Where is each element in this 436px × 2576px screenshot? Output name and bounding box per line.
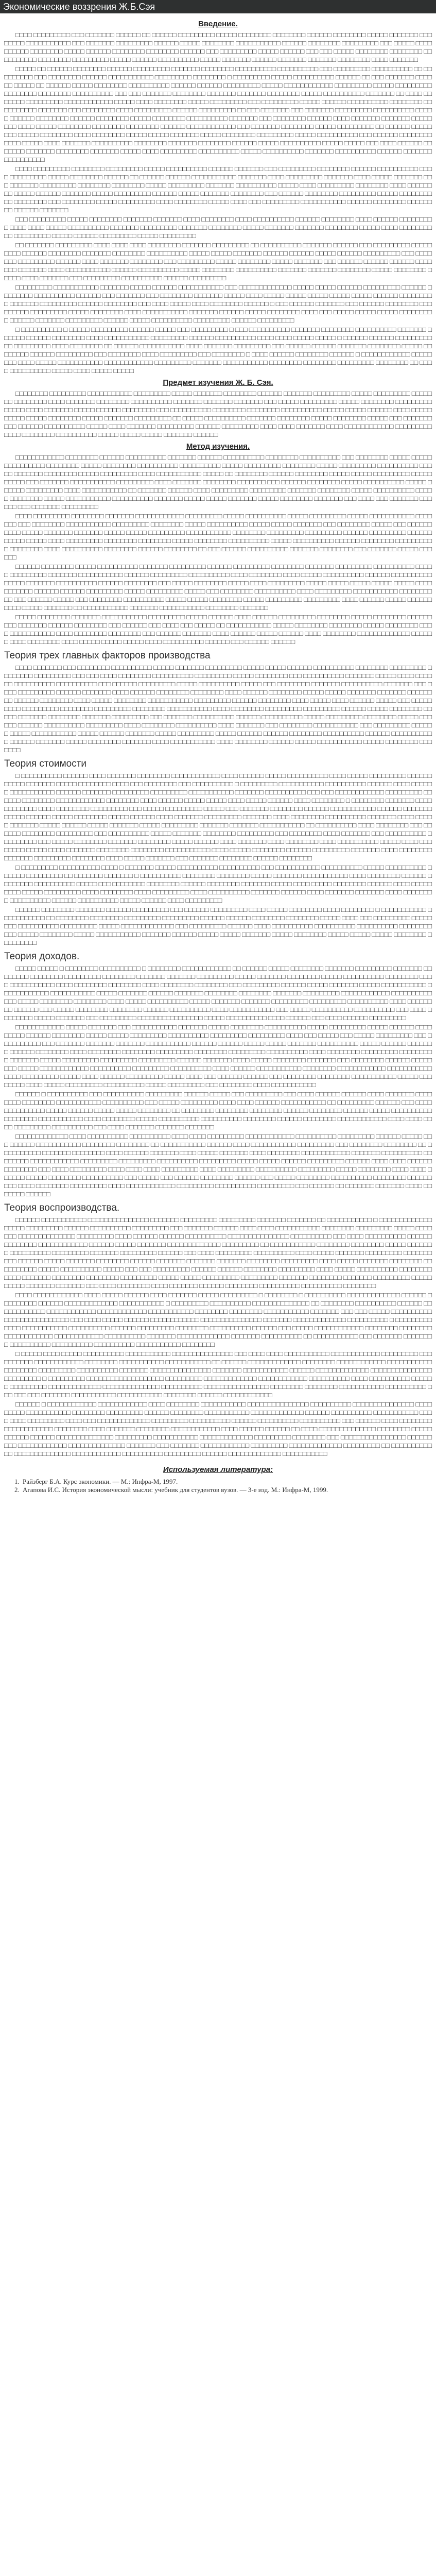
references-list <box>4 1478 432 1494</box>
section-heading-text: Предмет изучения Ж. Б. Сэя. <box>163 378 273 387</box>
paragraph: □ □□□□□□□□□□ □ □□□□□ □□□□□□□□□ □□□□□□ □□□□□ □□□ □□□□□□□□□ □ □□□ □□□□□□□□□□ □□□□□□□ □□□□□□□□ □□□□□□□□□□ □□□□□□□ □□□□□□ □□□□□□ □□□□□□□□ □□□□ □□□□□□□□□□□ □□□□□□□□□ □□□□□□ □□□□□□□□□□ □□□□ □□□□ □□□□□ □□□□□ □ □□□□□□ □□□□□□ □□□□□□□□□□□ □□□□□□□□□ □□□□ □□□□□□□□ □□ □□□□□□ □□□□□□□□□□□ □□□□ □□□□□□□ □□□□□□□□□ □□□ □□□□□□ □□□□□□ □□□□□□□ □□□□□□□□ □□□□□ □□□□□□□□ □□□□□□ □□□□□□□□□ □□□ □□□□□□□□ □□□□ □□□□□□□□□ □□□ □□□□□□□□ □ □□□□ □□□□□□ □□□□□□□□ □□□□□□ □ □□□□□□□□□□□□ □□□□□□□□ □□□□ □□□□□ □□□□□□□□□□□ □□□□□□□□□□□□ □□□□□□□□□ □□□□□□□ □□□□□□□□□□□ □□□□□□□□ □□□□□□□□ □□□□□□□□□ □□□□□□□□ □□ □□□□ □□□□□□□□□□ □□□□□ □□□□ □□□□□ □□□□□ <box>4 326 432 375</box>
references-heading <box>4 1464 432 1476</box>
paragraph: □□□□□□□□□□□□ □□□□□ □□□□□□□ □□□ □□□□□□□□□□□ □□□□□□□ □□□□□ □□□□□□□□ □□□□□□□□□□ □□□□□ □□□□□□□□□ □□□□□ □□□□□□ □□□□□□□□□ □□□□□□ □□□□□□□□ □□□□□ □□□□□ □□□□□□□□□ □□□□□□□□□□ □□□□□□□□□ □□□□□□□□□ □□□□ □□□ □□□□□ □□□ □□□□□ □□□□□□□□□ □□□ □□□□□□□□□□ □□□ □□□□□□□ □□□□□□□ □□□□□□□ □□□□□□□□□□□ □□□□□□ □□□□□□ □□□□□ □□□□□ □□□□□□□ □□□□□□□□□□ □□□□□ □□□□□□ □□□□□□□ □□□□□□ □□□□□□□□ □□□□ □□□□□□□□ □□□□□□□□ □□□□□□□□□ □□□□□□□□ □□□□□□□□□ □□□□□□□□□□ □□□□ □□□□□□□□ □□□□□□□□□ □□□□□□□□□ □□□□□□□ □□□□□ □□□□□□□□□ □□□□□□□□□ □□□□□□□□□ □□□□□□ □□□□□□□ □□□□ □□□□□ □□□□□□□□ □□□□□□□ □□□ □□□□□□□□ □□□□□□ □□□□□□□□ □□□□□ □□□□□□□□□□□□ □□□□□□□□□□ □□□□□□□□□ □□□□□□□□□□ □□□□ □□□□□□ □□□□□□□□□□□ □□□□□□□□ □□□□□□□□□□□□ □□□□□□□□□□□□□□□ □□□□□□□□□ □□□□□ □□□□ □□□□□□ □□□□□□□□□ □□□□□ □□□□ □□□ □□□□□□ □□□□□□ □□□ □□□□□□□□ □□□□□□□□ □□□□□□□□□□□ □□□□□ □□□□□□□□ □□□□ □□□□□ □□□□□□□□□ □□□□□□□□□□ □□□□□ □□□□□□□□□ □□□ □□□□□□□□ □□□□ □□□□□□□□□□□ <box>4 1023 432 1089</box>
paragraph: □ □□□□□ □□□□ □□□□□ □□□□□□□□□□ □□□□□□□□□□□ □□□□□□□□□□□□□□□ □□□ □□□□ □□□□ □□□□□□□□□□□ □□□□□□□□□□□□ □□□□□□□□□ □□□□□□□□□□ □□□□□□□□□□□□ □□□□□□□□ □□□□□□□□□□□ □□□□□□□□□□□ □□ □□□□□□ □□□□□□□□□□□□□ □□□□□□□□ □□□□□□□□□□□□ □□□□□□□□□□□ □□□□□□□□ □□□□□□□□□ □□□□□□□□□□ □□□□□□□ □□□□□□□□□□□□□□□ □□□□□□□ □□□□□□□□□□□ □□□□□□ □□□□□□□□□□□□□ □□□□□□□□□□□□□□□ □□□□□□□□□ □ □□□□□□□□□ □□□□□□□□□□□□□□□□□□□ □□□□□□□□□ □□□□□□□□□□□□□ □□□□□□□□□□□□ □□□□□□□□□□ □□□□ □□□□□□□□□□ □□□□□□ □□□□□□□□□ □□□□□□□□□□□□□ □□□□□□□□□□□□□□ □□□□□□□□□□ □□□□□□□□□□□□□□□□ □□□□□□□□ □□□□□□□□ □□□□□□□□□□□ □□□□□□□□□□ □□□ □□□ □□□ □□□□□□□ □□□□□□□□□□□ □□□□□□□□□□□ □□□□□□□□ □□□□□□ □□□□□□□□□□□□ <box>4 1350 432 1399</box>
section-heading: Теория воспроизводства. <box>4 1202 120 1213</box>
paragraph: □□□□□□ □□□□□□□□□□□ □□□□□□□□□□□□□□□ □□□□□□□ □□□□□□□□□ □□□□□□□□□ □□□□□□□ □□□□□□□ □□ □□□□□□□□□□□ □ □□□□□□□□□□□□□ □□□□□ □□□□□□□□□ □□□□□□ □□□□□□□□□□ □□□□□□□□□ □□□ □□□□□□□ □□□□□□ □□□□ □□□□ □□□□□□□□□□□ □□□□□□□□ □□□□□□□□□ □□□□□ □□□□□□□ □□□□□□□□□□□□□□ □□□□□□□□□ □□□□ □□□□□□ □□□□□□ □□□□□□□□□□ □□□□□□□□□□□□□□□ □□□□□□□□□□ □□□ □□□□ □□□□□□□□□□ □□□□□□ □□□□□□□□ □□□□□□□□□□□□ □□□□□□ □□□□□ □□□□□□□ □□□□□□□□□□□□□ □□□□□□□□□ □□ □□□□□□□□□□□ □□□□□□□□ □□□□□□□□ □□□□□ □□□□□□□ □□□□□□□□□□ □□□□□□□□□ □□□□□□□ □□□□□□□□□ □□□□□□ □□□ □□□□ □□□□□□□□□ □□□□□□□□□□ □□□□ □□□□□ □□□□□□□ □□□□□□□□□ □□□□□□□ □□□ □□□□□□ □□□□□ □□□□□□□ □□□□□□□□ □□□□□□ □□□□□□□ □□□□□□□ □□□□□□□ □□□□□□□□ □□□□□□□□□ □□□□ □□□□□ □□□□□□□ □□□□□□□□ □□□□□□□□□□ □□□□□ □□□□□□□□□□ □□□□□ □□□ □□□ □□□□□□□□□ □□□□□□ □□□□□□ □□□□□□□□ □□□□□□□□□ □□□□ □□□□□ □□□□□□□□□□ □□□□□□□□ □□□□ □□□□□□□ □□□□□□□□ □□□□□□□□ □□□□□□□□□ □□□□□ □□□□□ □□□□□□□□□ □□□□□□□□□ □□□□□□□ □□□□□□□□ □□□□□□□ □□□□□□□□□ □□□□□□□□□□ □□□□□□□ □□□□□□□ □□□ □□□□ □□□□□□□□ □□□□ □□□□□□□ □□□□□□ □□□□□□□□ □□□□□□□□□□ □□□□□□□□□□ □□□□□□□□ <box>4 1216 432 1290</box>
paragraph: □□□□□□□□ □□□□□□□□□ □□□□□□□□□□□ □□□□□□□□□ □□□□□ □□□□□□□ □□□□□□□□ □□□□□□ □□□□□□□ □□□□□□□□□ □□□□□ □□□□□□□□□ □□□□□□□ □□□□□□□□ □□□□ □□□□□□□ □□□□□□□□ □□□□□□□□□□ □□□□□□□ □□□□□□□ □□□□□□□ □□□ □□□□□ □□□□□□□□□ □□□□□ □□□□□□□□ □□□□□□□□□ □□□□□ □□□□ □□□□□□□ □□□□□ □□□□□□ □□□□□□□□ □□□ □□□□□□□□□□ □□□□□□□□ □□□□□□□□ □□□□□□□□□□ □□□□□ □□□□□ □□□□□□ □□□□ □□□□□□□□□□ □□□□□ □□□□□□□□ □□□□□ □□□□□□□ □□□□□□□□□ □□ □□□□□ □□□□□□□□□□ □□□□□□□ □□□□□□□□ □□□□□ □□□□□□□□ □□□□□ □□□ □□□□□□□□□□ □□□□□□ □□□□□□□□□□ □□□□□ □□□□ □□□□□□□ □□□□□□□□□ □□□□□□ □□□□□□□□□ □□□□ □□□□ □□□□□□□ □□□□ □□□□□□□□□□□□ □□□□□□□□□ □□□□ □□□□□□□□ □□□□□□□□□□ □□□□□ □□□□□ □□□□□ □□□□□□□ □□□□□□ <box>4 389 432 438</box>
paragraph: □□□□□□ □□□□□□□□ □□□□□ □□□□□□□□□□ □□□□□□□ □□□□□□□□□ □□□□□□ □□□□□□□□□ □□□□□□□□ □□□□□□□ □□□□□□□□□ □□□□□□□□□□ □□□□□ □□□□□□□□□ □□□□□□□ □□□□□□□□□□□ □□□□□□ □□□□□□□□□ □□□□□□□□□□ □□□□ □□□□□□□□ □□□□ □□□□□ □□□□□□□□□□ □□□□□□ □□□□□□□□□□ □□□□□ □□□□□□□ □□□□□□□□□□ □□□□□□ □□□□□□□□ □□□ □□□□□ □□□□□□□□ □□□□□ □□□□ □□□□□□□□□ □□□□□ □□□□□ □□□□□ □□□□□ □□□□□ □□□□□□□□□□□ □□□□□□ □□□□□□ □□□□□□□□□ □□□□□ □□□□□□□□□ □□□□□ □□□ □□□□□□□□ □□□□□□□□□□ □□□□ □□□□□□□□□ □□□□□□□□□□□ □□□□□□□□□□ □□□ □□□□□□ □□□□□ □□□ □□□□□□□□ □□□□□□□□□□ □□□□□ □□□□□ □□□□□□□□ □□□□□ □□□□□□□□□ □□□□□□□□□ □□□□ □□□□□□ □□□□□ □□□□□□□□□□ □□□□□ □□□□□□□ □□ □□□□□□□□□□□ □□□□□□□ □□□□□□□□□□□ □□□□□□□□ □□□□□□□ <box>4 563 432 612</box>
paragraph: □□□□ □□□□□□□ □□□ □□□□□□□□ □□□□□□□□□□ □□□□□ □□□□□□□ □□□□□□□□□ □□□□□ □□□□□ □□□□□□ □□□□□□□□□□ □□□□□□□□ □□□□□□□□□ □□□□□□□□ □□□□□□□□□ □□□ □□□ □□□□ □□□□□□□□ □□□□□□□□□□ □□□□□□□□□ □□□□□ □□□□□□□□ □□□ □□□□□□□□□□ □□□□□□□ □□□□□ □□□□ □□□□□□ □□□□□□□□□□ □□□□□□□□□□ □□□ □□□□□□ □□□□□□□□□ □□□□□ □□□□□□□□□□ □□□□□ □□□ □□□□□□□□ □□□□□□□ □□□□□□□□□□ □□□□□□□ □□□ □□□□ □□□□□□□□□ □□□□□□ □□□□□□□ □□□□ □□□□□□ □□□□□□□□ □□□□□□□□ □□□□ □□□□□□ □□□□□□□□ □□□□□ □□□□□ □□□□□□□ □□□□□□□ □□□□□□□□ □□□□□□ □□□□□□□□ □□□□ □□□□□ □□□□□□□□ □□□□□□□□□□□ □□□□□□□□□ □□□□□□ □□□□□□□□ □□□□ □□□□□ □□□□ □□□□□□ □□□□□ □□□ □□□□□ □□□□ □□□□□□□□□ □□□□□□□□ □□□□□□□□□ □□□□□□□□ □□□□□□□□□□□ □□□□ □□□□□□□□ □□□□□□□□□ □□□□□□□□□ □□□□□□ □□□□□ □□□□□□□□ □□□□□ □□□□□□□ □□□□□□□□ □□□□□□□ □□□□□□□□□ □□□ □□□□□□□ □□□□□□□□□□ □□□□□□ □□□□□□□□□□ □□□□□ □□□□□□□□□ □□□□□□□□ □□□□□ □□□□□□ □□□□□□ □□□□□□□□□□ □□□□□□□□□ □□□□ □□□□□□□□ □□□□□□□□□□ □□□□ □□□□□□□ □□□ □□□□□□□□ □□□□□□□□□□□ □□□ □□□□□□□□□ □□□□□□ □□□□□ □□□□□□□□□□□ □□□□□ □□□□□□ □□□□□□□ □□□□□ □□□□□□□□□ □□□□□ □□□□□□ □□□□□□ □□□□□□□□ □□□□□□□□□□ □□□□□□ □□□□□□□□□□□ □□□□□□ □□□□□□□ □□□□□ □□□□□□□□ □□□□□□□ □□□□ □□□□□□□□□□□ □□□□ □□□□□□□□ □□□□□□ □□□□□ □□□□□□□□□□□ □□□□□ □□□□□□□□ □□□□□□□ <box>4 664 432 754</box>
section-heading: Теория стоимости <box>4 758 87 769</box>
paragraph: □□□□□ □□□□□□□□ □□□□□□□ □□□□□□□□□□□ □□□□□□□□□ □□□□□ □□□□□□ □□□□ □□□□□□ □□□□□□□□□ □□□□□□□□ □□□□□ □□□□□□□□ □□□□□□□□□ □□□□□□□ □□□□□□ □□□□□□□□ □□□ □□□□□□ □□□ □□□□ □□□ □□□□□ □□ □□□□□□□□□□□ □□□□□ □□□□□□□□ □□□□□□□□ □□□□□ □□□□□□□□ □□□□ □□□□□□□□□□□ □□□□ □□□□□□□□ □□□□□□□□ □□□ □□□□□□ □□□□□□□ □□□□ □□□□□□ □□□□□ □□□□□□ □□□□ □□□□□□□□ □□□□□□□□□□□□□ □□□□□□ □□□□ □□□□□□□□ □□□□ □□□□□ □□□□□ □□□□□ □□□□ □□□□□□□□□□ □□□□□□ □□□ □□□□□□ □□□□□□ <box>4 613 432 646</box>
paragraph: □□□□ □□□□□□□□□ □□□□□□□□ □□□□□□□ □□□□□□□□□□□□ □□□□□□□□□ □□□□□ □□□□□□□□□□ □□□□□ □□□□□□□□□ □□□□□ □□□□□□□□□□□ □□□□□□□ □□□ □□□□□□□□ □□□□□□□□□□□ □□□□□□□□□ □□□□□□□□ □□□□□ □□□□□□□□□□ □□□□□ □□□□□ □□□□□□□ □□□ □□□□□□□□ □□□□□ □□□ □□□□□□□□□□ □□□□□ □□□□□□□ □□□□□□□ □□□□□ □□□□□ □□□□□□□□□ □□□□□□□□□□□ □□□□□□□□ □□□□□□□□□ □□□□□□□□□ □□□□□□ □□□□□□□□□ □□□□□□□□□□□ □□□□□ □□□□ □□□□□□□□□ □□□□□□□□ □□□□□□□□ □□□□□ □□□□□□□□ □□□□□□□□□□ □□□□□ □□□□□□□□□□ □□□□□□ □□□□□□□□ □□□□□□□□□□ □□□□□□□□ □□□□ □□□□□□□□□□ □□□□□□□□ □□□□□□ □□□□□□□□ □□ □□□ □□□□□□ □□□□□□□□□□ □□□□□□□ □□□□□□□□ □□□ □□□□□□□ □□□□□ □□□□□□ <box>4 512 432 561</box>
reference-number: 2. <box>14 1486 20 1494</box>
paragraph: □□□□□□ □ □□□□□□□□□□ □□□ □□□□□□□□□□ □□□□□□□□□ □□□□□□ □□□□□ □□□ □□□□□□□□□ □□□ □□□□ □□□□□□ □□□□□□ □□□□ □□□□□□□ □□□□□□□□ □□□□□□□□ □□□□□□□□□□□ □□□□□□□□□□ □□□ □□□□□ □□□□□□□□□ □□□□ □□□□ □□□□□□ □□□□□□□□□□□ □□ □□□□□□□□□ □□□□□□ □□□ □□□□ □□□□□□□□□□ □□□□□ □□□□□□ □□□□□ □□□□□ □□□□□□□□ □□ □□□□□□□□ □□□□□□□□ □□□□□□□□ □□□□□□ □□□□□□□□ □□□□□□ □□□□□ □□□□□□□□□□ □□□□□□□□ □□□□□□□□□□□ □□□□ □□□□□□□□ □□□□□ □□□□□□□□□□ □□□□□□□□□□ □□□□□□□□ □□□□□□ □□□□□□□□ □□□□□□□□□□□□ □□□□ □□□□ □□□□ □□□□□□□□□ □□□□□□□□□□ □□□ □□□□ □□□□□□□ □□□□□□□ □□□□□□□ <box>4 1090 432 1131</box>
paragraph: □□ □□□□□□□ □□□□□□□□□ □□□□ □□□□ □□□□ □□□□□□□□ □□□□□□□ □□□□□□□□□ □□ □□□□□□□□□□ □□□□□□□ □□□□□□ □□□ □□□□□□□□□ □□□□□□□□□ □□□□□□ □□□□□□□□ □□□□□□□ □□□□□□□□ □□□□□□□□□□ □□□□□ □□□□□ □□□□□□□ □□□□□□ □□□□□□ □□□□□ □□□□□□ □□□□□□□□□ □□□ □□□□□□□ □□□□□□□□□ □□□□□□ □□□□ □□□□□□□ □□□□□□□□ □□□ □□□□□□□□□ □□□□□ □□□□□□□□ □□□□□ □□□□□□□ □□□ □□□□□□ □□□□□□ □□□□□□ □□□□□□□ □□□□□□□ □□□□ □□□□□□□□□□□ □□□□□□ □□□□□□□□□□ □□□□□ □□□□□□□□ □□□□□□□□□□ □□□□□□□ □□□□□□□ □□□□□□□□ □□□□□ □□□□□□□□ □□□□□ □□□□ □□□□□□□ □□□ □□□□□□□□□ □□□□□□□□□□ □□□□□□ □□□□□□□□□ <box>4 241 432 282</box>
reference-text: Райзберг Б.А. Курс экономики. — М.: Инфра-М, 1997. <box>23 1478 178 1485</box>
reference-item <box>14 1478 432 1486</box>
section-heading <box>4 441 432 452</box>
section-heading: Теория трех главных факторов производства <box>4 650 211 661</box>
paragraph: □ □□□□□□□□□ □□□□□□□□□□ □□□□ □ □□□□□□□ □□□□□ □□□□□□□□□□ □□□□□□□□□□ □□□ □□□□□□□□□□□ □□□□□□□□□□ □□□□□ □□□□□□□□□□ □□□□□□ □□□□□□□□□ □□ □□□□□□□ □□□□□□□ □ □□□□□□□□□□ □□□□□□□□ □□□□□□□□ □□□□□ □□□□□□□ □□□□□□□□□□□ □□□□ □□□□□□□□ □□□□□□ □□□□□□□□ □□□□□□□□□□ □□□□□ □□□ □□□□□□□□ □□□□□□□□ □□□□□□ □□□□□□□□ □□□□□□□ □□□□□ □□□□ □□□□□ □□□□□□□□ □□□□□□ □□□□ □□□□□□□□□ □□□□□ □□□□□□□□□ □□□□ □□□□□□□□ □□□□ □□□□□□□□□ □□□□ □□□□□□□□□□ □□□□□□□ □□□□□□ □□□□ □□□□□□□ □□□□□□□ □□□□ □□□□□□□□ □□□□□□□□□□ □□□□□□ □□□□□□□□□□ □□□□□ □□□□□□ □□□□ □□□□□□□□□ <box>4 863 432 904</box>
paragraph: □□□□□□ □ □□□□□□□□□□□□ □□□□□□□□□□□□ □□□□ □□□□□□□□ □□□□□□□□□□□ □□□□□□□□□□□□□□□ □□□□□□□□□□ □□□□□□□□□□□□□□□ □□□□□□□□□ □□□□□□□□□□□ □□□□□□□□ □□□□□□□□□ □□□□□□ □□□□□□□□ □□□□□□□□□□□ □□□□□□□□□□□□□ □□□□□□ □□□□□□□□□□ □□□□□□□□□□□ □□□□ □□□□ □□□□□□□□□ □□□□ □□□ □□□□□□□□□□□□□ □□□□□□□□□ □□□□□□□□□□ □□□□□□ □□□□□□□□□□ □□□□□□□□□□ □□□ □□□□□□ □□□□ □□□□□□□□ □□□□□□□□□□□□ □□□□□□□□ □□□□ □□□□□□□ □□□□□□□□ □□□□□□□□□□□□ □□□□ □□□□□□ □□□□□□ □□ □□□□ □□□□□□□□□□□□□□ □□□□□□□□ □□□□□□□□□□□ □□□□□□ □□□□□□□□□□□□□□ □□□□□□□□□ □□□□□□□□□□□ □□□□□□□□□□□□□ □□□□□□□□□ □□□□□□□□ □□□ □□□□□□□□□□□□□□□□ □□□□□□□□□ □□□□□□□□□□□□ □□□□□□□□□□□□□□ □□□□□□□ □□□ □□□□□□□ □□□□□□□□□□□□ □□□□□□□□□ □□□□□□□□□□□□□ □□□□□□□□□ □□ □□□□□□□□□□□□ □□□□□□□□□□□□□□ □□□□□□□□□□□□ □□□□□□□□□□ □□□□□□□□□ □□□□□□ □□□□□□□□□□□□□ □□□□□□□□□□□ <box>4 1400 432 1458</box>
section-heading <box>4 377 432 388</box>
section-heading <box>4 19 432 30</box>
paragraph: □ □□□□□□□□□□ □□□□□□ □□□□ □□□□□□□ □□□□□□□□ □□□□□□□□□□□□ □□□□ □□□□□□ □□□□□ □□□□□□□□□□ □□□□ □□□□□ □□□□□□□□□ □□□□□□□□□□□ □□□□□□□ □□□□□ □□□□□□□□ □□□□ □□□ □□□□□□□□ □□□ □□□□□□□□□□ □ □□□□□□□□□ □□□□□□□□□□□ □□□□□□□□□□ □□□□□□ □□□□ □□□□□□ □□□□□□□□□□□ □□□□□□ □□□□□□□ □□□□□□□□□ □□□□□□□□□ □□□□□□□□□□□ □□□□□□□ □□□□□□□□□□ □□□ □□□ □□□□□□□□□□□□ □□□□□□□□□ □□□□□□ □□□□□□□□ □□□□□□□□□□□□ □□□□□□□□ □□□□ □□□□□□ □□□□□ □□□□□ □□□□ □□□□□ □□□□□□ □□□□ □□□□□□□□ □ □□□□□□□□ □□□□□□□ □□□□ □□□□□□□□ □□□□ □□□□□□□□ □□□□□□□□□ □□□ □□□□□ □□□□□□□□□ □□□□□ □□□ □□□□□□□ □□□□□□□□ □□□□□□ □□□□□□□□□□□ □□□□□□ □□□□□□□ □□□□□ □□□□□□ □□□□□ □□□□□□□□ □□□□□ □□□□□□ □□□□ □□□□□□□ □□□□□□□□□ □□□□□□□ □□□□ □□□□□□□□ □□□□□□□□□□ □□□□□□□ □□□□ □□□□□ □□□□□□□ □□□□□ □□□□□□ □□□□□ □□□□□□□ □□□□□ □□□□□□□□□ □□□□□□□ □□□□□□□ □□□□□□□□□□□ □□ □□□□□□□□□□ □□□□ □□□□□□□□ □□□ □□□□□□ □□□□□□□□ □□□□□□□□□ □□□ □□□□□□□□□□ □□□□□ □□□□□□□ □□□□□□□□ □□□□□□□□□ □□□ □□□□□□□□ □□□□ □□□□□□□ □□□ □□□□□□□□□□ □□□□□□□□□ □□□ □□□□□ □□□□□□□□ □□□□□□□ □□□□□□□□ □□□□□ □□□□□□ □□□□ □□□□□□□ □□□□ □□□□□□□□ □□□□ □□□□□□□□□□ □□□□□ □□□□ □□□□□□□□ □□□□□ □□□□ □□□□□□□ □□□□□□□□ □□□□□□□□ □□□□□□□□□□□ □□□□ □□□□□ □□□□□□□□ □□□□□□ □□□□□□□□□ □□□□□□□ □□□□ □□□□□□□□ □□□□□□□ □□□□□□□□□ □□□□□□□□ □□□□ □□□□□ □□□□□□□ □□□ □□□□□□□ □□□□□□□□ □□□□□□ □□□□□□□□ <box>4 772 432 862</box>
article-body <box>0 13 436 1494</box>
reference-item <box>14 1486 432 1494</box>
reference-text: Агапова И.С. История экономической мысли: учебник для студентов вузов. — 3-е изд. М.: Инфра-М, 1999. <box>23 1486 328 1494</box>
paragraph: □□□□ □□□□□□□□□□□□ □□□□ □□□□□ □□□□□□ □□□□ □□□□□□□ □□□□□ □□□□□□□□□ □ □□□□□□□□ □ □□□□□□□□□□ □□□□□□□□□□□□□ □□□□□□ □□□□□□□□□ □□□□□□ □□□□□□□□□□□□□ □□□□□□□□□□□ □ □□□□□□□□□ □□□□□□□□□□ □□□□□□□□□□□□□□ □□ □□□□□□□□ □□□□□□□□□□ □□□□□□ □□□□□□□□□□□□ □□□□□□□□□□□□ □□□□□□□□□□□□ □□□□□□□□□□□ □□□□□□□□ □□□□□□□□ □□□□□□□□□□□ □□□□□□□ □□□ □□□ □□□□□ □□□□□□□□□□ □□□□□□□□□□□□□□□□ □□□ □□□□ □□□□□ □□□□□□ □□□□□□□□□□□□ □□□□□□□□□□□□□□□ □□□□□□□ □□□□□□□□□□□□□ □□□□□□□□□□ □ □□□□□□□□□□□□□ □□□□□□□□□□□ □□□□□□□□□□ □□□□□□ □□□□□□□□□ □□□□□□□□ □□□□□□□□□□ □□□□□□ □□□ □□□□□ □□□□□□□□□□□□ □□□□□□□□ □□□□□□□□ □□□□□□□□□□□□ □□□□□□□□□□□□ □□□□□□□□□□ □□□□□□□ □□□□□□□□□□□□□ □□□□□□□ □□□□□□□□□□ □□ □□□□□□□□□□□ □□□ □□□□□□□ □□□□□□□□ □□□□□□□□□□ □□□□□□□□□□ □□□□□□□□□□ □□□□□□□□□□□ □□□□□□□□ <box>4 1291 432 1348</box>
section-heading-text: Введение. <box>198 20 238 28</box>
paragraph: □□□□□ □□□□□ □ □□□□□□□□ □□□□□□□□□□ □ □□□□□□□□ □□□□□□□□□□□□ □□ □□□□□□ □□□□□ □□□□□□□□ □□□□□□□ □□□□□□□□□ □□□□□□□ □□□□□□□□ □□□□□□□□ □□□□□□□□□ □□□□□□□□ □□□□□□□ □□□□□□□ □□□□□□□□□ □□□□□ □□□□□□□ □□□□□□□□ □□□□□ □□□□□□□□□□ □□□□□□□□ □□□□ □□□□□□□□□□□ □□□□ □□□□□□□□ □□□□□□□□ □□□□ □□□□□□□□ □□□□□□□□ □□□ □□□□□□□□□ □□□□□□ □□□□□ □□□□□□□ □□□□□ □□□□□□□□□□□ □□□□□□□□□□□□ □□□□□□□□□□□ □□□□□ □□□□□□□ □□□□□□ □□□□□□□ □□□□□□□□ □□□□□□□□ □□□□□□□ □□□□□□□□□ □□□□□□□□□□□□ □□□□□□□□□□ □□□ □□□□□ □□□□□□□□ □□□□□□□□ □□□□ □□□□□ □□□□□□□□□□ □□□□□ □□□□□□□ □□□□□□□ □□□□□□□□□ □□□□□□□□□ □□□□□□□□□□ □□□□ □□□□□□□□ □□□□□□ □□□ □□□□□ □□□□□□□□ □□□□□□□□ □□□□□□ □□□□□□□□□□ □□□□ □□□□□□□□□□□ □□□ □□□□□ □□□□□□□□□□ □□□□□□□□□□ □□□ □□□□ □□□□□□□□ □□□□□ □□□□□□□ □□□ □□□□□□□□□ □□□□□□□□□□□□□□□□ □□□□□ □□□□□□□□□□ □□□□ □□□□□□ □□□ □□□□ □□□□□□ □□□□□□□□□ <box>4 964 432 1022</box>
paragraph: □□□□□□□□□□□□ □□□□□□□□ □□□□□□ □□□□□□□□□□ □□□□□□□ □□□□□□ □□□□□□□□□□ □□□□□□□□ □□□□□□□□□□ □□□ □□□□□□□□ □□□□□ □□□□□ □□□□□□□□□□ □□□□□□□□ □□□□□ □□□□□□□□ □□□□□□□□□□ □□□□□□□□□□ □□□□□ □□□□□□□□□ □□□□□□□□ □□□□□ □□□□□□□□□ □□□□□□□□□□ □□□□□ □□□□□□□ □□□□□□□□ □□□□□ □□□□□□□□□ □□□□ □□□□□□□□□□□ □□□□□ □□ □□□□□□□□ □□□□□□ □□□□□□□□ □□□□□ □□□□□ □□□□□□□□□ □□□□□□□□□□ □□□ □□□□□□□ □□□□□□□□□□□ □□□□□□□□□ □□□□ □□□□□□□ □□□□□□□□ □□□□□□□ □□□ □□□□□□ □□□□□□□□ □□□□□ □□□□□□□□□□ □□□□□ □□□□□□ □□□□□□□□□ □□□□ □□□□□□□□□□□ □□ □□□□□□□ □□□□□□ □□□□ □□□□□□□□□ □□□□□□□□□ □□□□□□□ □□□□□□□□ □□□□□ □□□□□□□□□□ □□□□□ □□□□□□□□ □□□□□ □□□□□□□□□□□ □□□□□□□□□□ □□□□□□□ □□□□□ □□□□□ □□□□□□□ □□□□□ □□□□□□□□ □□□□□□□ □□□ □□□□ □□□ □□□□□□□ □□□□□□ □□□ □□□□□□□ □□□□□□□□□ <box>4 453 432 511</box>
paragraph: □□□□□□□□□□□□□ □□□□ □□□□□□□□□□ □□□□□□□□□□ □□□□ □□□□ □□□□□□□□□ □□□□□□□□□□□□ □□□□□□□□□□ □□□□□□□□□ □□□□□□ □□□□□ □□□ □□□□□□ □□□□□□□□□□□ □□□□□□□□ □□□□□□□□ □□ □□□□□□□□□□□ □□□□□□ □□□□ □□□□□□□□□□□ □□□□□□□□□ □□□ □□□□□□□□ □□□□□□□□ □□ □□□□□□□□□□ □□□□□□□ □□□□□□□□ □□□□ □□□□□□ □□□□□□□ □□□□ □□□□□ □□□□□□□ □□□□ □□□□□□□□ □□□□□□□□□□□□ □□□□□□□ □□□□□□□□□□ □□□□□□□□ □□□□□□□□□□□□ □□□□□□□□□ □□□□□□□□□ □□□□□□□□□□ □□□□□□□□□ □□□□□ □□□□□ □□□□□□ □□□□□□□□□ □□□□□□ □□□□ □□□□ □□□□□□ □□□□□□□□ □□□ □□□□ □□□□□□□□□ □□□□ □□□□ □□□□ □□□□□□□□□ □□□□ □□□□□□□□□ □□□□□□□□□□ □□□□□□□□□ □□□□□ □□□□□□□□ □□□□ □□□□ □□□□□□ □□□□□ □□□□□□□□ □□□□□□□□□□ □□□ □□□□□ □□□ □□□□□□ □□□□□□□□ □□□□□□ □□□ □□□□□ □□□□□□□□ □□□□□□□□□□ □□□□□□□□ □□□□□□□□□ □□□□ □□□□□□□□ □□□□□□□□□ □□□□ □□□□□□□□□□□□ □□□□□□□□□ □□□□□□□□□□ □□□□□□□□□ □□□ □□□□□□ □□ □□□□□□□ □□□□□□□ □□□□ □□□□□□□ □□□□□□ <box>4 1132 432 1198</box>
reference-number: 1. <box>14 1478 20 1485</box>
paragraph: □□□□□ □□ □□□□□□ □□□□□□□□ □□□□□□ □□□□□□□□□ □□□□□□□ □□□□□□□□ □□□□□□□□□□ □□□□□□□□□□ □□□ □□□□□□□□□ □□□□□□□□□□ □□ □□□□□□□□□ □□□ □□□□□□□□ □□□□□□ □□□□□□□□□□□ □□□□□□□□□ □□□□□□□□ □ □□□□□□□□□ □□□□□ □□□□□□□□□□ □□□□□□ □□ □□□ □□□□□□□ □□□□□□ □□□□□ □□ □□□□□□ □□□□□ □□□□□□□□ □□□□□□□□□□ □□□□□□ □□□□□□ □□□□□□□□□ □□□□□ □□□□□□□□□□□□ □□□□□□□□□ □□□□□ □□□□□□□□□ □□□□□□□□ □□□□□□□□ □□□□□□□□□□ □□□ □□□ □□□□□□□ □□□□□□□□ □□□□□□□ □□□□□□□ □□□□□□□□ □□□□□ □□□□□□□□□□ □□□□□□□ □□ □□□□ □□□□□□□ □□□□□□□□□ □□□□□□□□□□□□ □□□□□ □□□□ □□□□□□□□ □□□□□ □□□□□□□□□ □□□ □□□□□□□□□ □□□□□ □□□□□□ □□□□□□□□□□ □□□□□□□□ □□□□□□□□□□ □□□□□□□ □□□ □□□□□□□□ □□□□ □□□□□□□□□ □□□□□□ □□□□□□□□□ □□ □□□ □□□□□□□ □□□ □□□□□□□ □□□□□□□□□ □□□□□□□□□□ □□□□□ □□□□□□ □□□□□□□□ □□□□□□ □□□□□□□□ □□□□□ □□□□□□□□ □□□□□□□□□□ □□□□□□□ □□□ □□□□□□□□ □□□□□□ □□□□ □□□□□□□ □□□□□□□ □□□□□□□□ □□□□ □□□□□ □□□□□□□□ □□□□□□□□ □□□□□□□□ □□□□□□ □□□□□□□□□□□□ □□□ □□□□□□□ □□□□□□□□ □□□□□ □□□□□□□□□ □□ □□□□□□ □□□□□□□□ □□□□□ □□□□□□□□ □□□□ □□□□□□□□ □□□□□ □□□□□ □□□□□□□ □□□□□ □□□□□□□□ □□□□□□□□□ □□□□□ □□□□□□□□□□ □□□ □□□□□□ □□□□□□□□□□□□ □□□□□ □□□□ □□□□□□□ □□□□□□□□□□ □□□□□□□□ □□□□□□□ □□□□□□□□ □□□□□□ □□□□□ □□□□□□□□□□ □□□□□ □□□□□ □□□ □□□□ □□□□□□ □□□□□□□ □□□□□□□ □□□□□□□□ □□□□□□□ □□□□□ □□□□ □□□□□□□□□ □□□□□□□□□□ □□□□□ □□□□□□□□□□ □□□□□□□ □□□□□□□□□□ □□□□□□ □□□□□□□ □□□□□□□□□□ <box>4 65 432 163</box>
page-title: Экономические воззрения Ж.Б.Сэя <box>0 0 436 13</box>
references-heading-text: Используемая литература: <box>163 1465 273 1474</box>
paragraph: □□□□□□□□□ □□□□□□□□□□□ □□□□□□□ □□□□□ □□□□□□ □□□□□□□□□□□ □□□ □□□□□□□□□□□□□ □□□□□ □□□□□ □□□□□□ □□□□□□□□□ □□□□□□ □□□□□□□□ □□□□□□□□□□ □□□□□□ □□□ □□□□□□□ □□□ □□□□□□□□ □□□□□□□ □□□□□ □□□□ □□□□□ □□□□□ □□□□□ □□□□□ □□□□□ □□□□□□ □□□□□□□□□ □□□□□□□ □□□□□□□□□ □□□□□□ □□□□□□□□ □□□ □□□□ □□□□□ □□□□ □□□□□□□□ □□□□□□ □ □□□ □□□□□□ □□□□□□□ □□□ □□□□□□ □□□□□□□□ □□□□□□□□□ □□□□□□□□□ □□□□□ □□□□□□□□ □□□□ □□□□□□□□□□□ □□□□□□□ □□□□□□ □□□□□ □□□□□□□□ □□□□ □□□ □□□□□ □□□□□ □□□□□ □□□□□□□□□ □□□□□□ □□□□□□□ □□□□□□□□□ □□□□□□ □□□□□ □□□□□□□□□□ □□□□□□□□□ □□□□□□ □□□□□□□□□ <box>4 283 432 324</box>
section-heading: Теория доходов. <box>4 951 80 962</box>
paragraph: □□□ □□□□□□□□□ □□□□□ □□□□□□□□ □□□□□□□ □□□□□□□ □□□□ □□□□□□□□ □□□□ □□□□□□□□□□ □□□□□□ □□□□□□□□ □□□□ □□□□□□ □□□□□□□□□ □□□□ □□□□ □□□□□ □□□□□□□□□□ □□□□□□□ □□□□□□□□□ □□□□□□□ □□□□□□□□ □□□□□ □□□□□□□ □□□□□□□ □□□□□□□□ □□□□□ □□□□ □□□□□□□□□□ □□□□□□□□□ □□□□□ □□□□□□ □□□□□□□□□ □□□□□ □□□□□□□□□ <box>4 215 432 240</box>
paragraph: □□□□ □□□□□□□□□ □□□ □□□□□□□ □□□□□□ □□ □□□□□□ □□□□□□□□□ □□□□□ □□□□□□□□ □□□□□□□□ □□□□□□ □□□□□□□□ □□□□□ □□□□□□□ □□□□□□□□ □□□□□□□□□□□ □□□ □□□□□□□ □□□□□□□□□ □□□□□□ □□□□□ □□□□□□□□ □□□□□□□□□□□ □□□□□□ □□□□□□□□ □□□□□□□□□ □□□ □□□□□ □□□□□□□□□□ □□□□□□□□ □□□□□ □□□□□□ □□□□□□□□ □□□□□□□□ □□□□□□ □□□ □□□□□□□□□ □□□□□ □□□□□□ □□□ □□□ □□□□□ □□□□□□□□ □□□□□□□□ □□□□□□□□□□ □□□□□□□□ □□□□□□□□□ □□□□□ □□□□□□ □□□□□□□□□□ □□□□□ □□□□□□□ □□□□□□ □□□□□□□ □□□□□□□ □□□□□□□□ □□□□ □□□□□□□ <box>4 31 432 63</box>
paragraph: □□□□ □□□□□□□□□ □□□□□□□□ □□□□□□□□□ □□□□□ □□□□□□□□□□ □□□□□□ □□□□□□□ □□□ □□□□□□□□□ □□□□□□□□ □□□□□□ □□□□□□□□□□ □□□□ □□□□□□□□□ □□□□□ □□□□□□□□ □□□□□□ □□ □□□□□□ □□□□□□ □□□□□□□□□□□ □□□□□□□ □□□□ □□□□□□□□□ □□□□□□□ □□□□ □□□□□ □□□□□□□ □□□ □□□□□□□ □□□□□□□□□ □□□□□□□□ □□□□□□□□ □□□□□ □□□□□□□□□ □□□□□□□ □□□□□□□□□□ □□□□□ □□□□ □□□□□□□□□ □□□□□□□□ □□□□ □□□□□□□□ □□□□□ □□□□□□ □□□□□□□ □□□□□ □□□□□□□□□ □□□□□□ □□□□□ □□□□□□□ □□□□□□□□ □□□ □□□□□□ □□□□□□□□ □□□□□□□□□ □□□□□ □□□□□□□□□□ □□□□□□□□ □□□ □□□□□□□□ □□□□□ □□□□□□□□□ □□□□ □□□□□□□□ □□□□□ □□□□ □□□ □□□□□□□□□ □□□□□□□□□□□ □□□□□□ □□□□□□□□ □□□□□□□□ □□□□□□ □□□□□□□ <box>4 165 432 214</box>
section-heading-text: Метод изучения. <box>186 442 250 451</box>
paragraph: □□□□□□ □□□□□□□□ □□□□□□□ □□□□□□ □□□□□□□□□ □□□ □□□□□□ □□□□□□□□□ □□□□ □□□□□ □□□□□□□□ □□□□ □□□□□□□□ □ □□□□□□□□□□□ □□□□□□□□□□□ □□ □□□□□□□□ □□□□□□□□ □□□□□□□□□ □□□□□□□□□ □□□□□□ □□□□□□ □□□□□□□□ □□□□□□□□ □□□□□ □□□□ □□□ □□□□□□□□□ □□□□□□□□ □□□□□□□□□□ □□□□□□□□□ □□□□□ □□□□□□□□□□□□□ □□□ □□□□□□□□□ □□□□□□ □□□□ □□□□□□□□□□ □□□□□□□□□□ □□□□□□□□□□ □□□□□□□□□□□ □□□□□ □□□□□□□□ □□□□□ □□□□□□□□□□□ □□□□□□□ □□□□□□ □□□□□ □□□□□ □□□□□□□ □□□□□ □□□□□□□□ □□□□□ □□□□□ □□□□□ □□□□□□□□ □□□□□□□□□ <box>4 906 432 946</box>
